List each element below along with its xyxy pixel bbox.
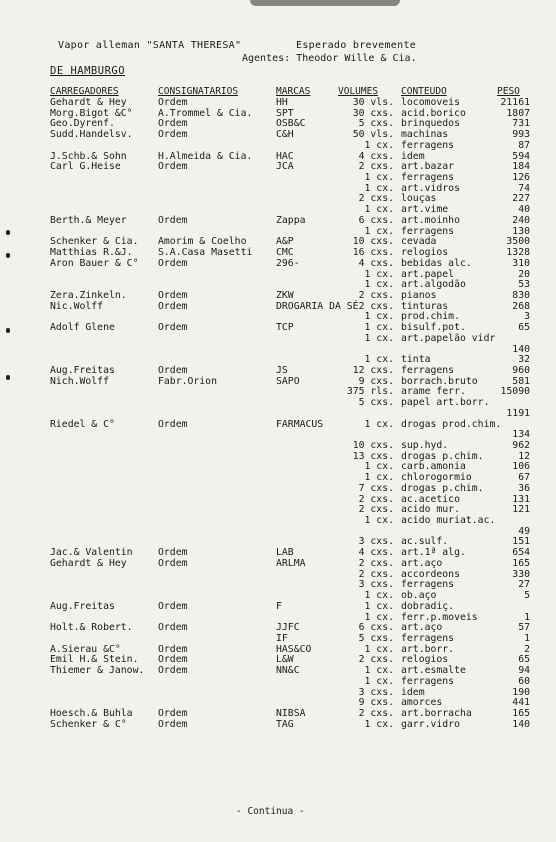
- cell-peso: 121: [512, 504, 530, 516]
- cell-peso: 106: [512, 461, 530, 473]
- cell-conteudo: garr.vidro: [401, 718, 460, 730]
- table-row: [0, 216, 556, 227]
- table-row: [0, 334, 556, 345]
- table-row: [0, 184, 556, 195]
- table-row: [0, 141, 556, 152]
- cell-consignatario: Ordem: [158, 643, 188, 655]
- table-row: [0, 495, 556, 506]
- cell-carregador: Aug.Freitas: [50, 364, 115, 376]
- cell-marca: CMC: [276, 247, 294, 259]
- cell-marca: 296-: [276, 257, 300, 269]
- cell-volumes: 1 cx.: [364, 172, 394, 184]
- cell-peso: 151: [512, 536, 530, 548]
- cell-volumes: 1 cx.: [364, 182, 394, 194]
- cell-carregador: Hoesch.& Buhla: [50, 707, 133, 719]
- cell-conteudo: art.papel: [401, 268, 455, 280]
- header-volumes: VOLUMES: [338, 86, 379, 97]
- cell-volumes: 1 cx.: [364, 311, 394, 323]
- cell-carregador: Holt.& Robert.: [50, 622, 133, 634]
- cell-peso: 130: [512, 225, 530, 237]
- cell-peso: 60: [518, 675, 530, 687]
- cell-peso: 227: [512, 193, 530, 205]
- section-title: DE HAMBURGO: [50, 65, 126, 77]
- cell-marca: JS: [276, 364, 288, 376]
- cell-peso: 240: [512, 214, 530, 226]
- cell-conteudo: ferragens: [401, 675, 455, 687]
- cell-carregador: Emil H.& Stein.: [50, 654, 139, 666]
- cell-conteudo: ferragens: [401, 579, 455, 591]
- cell-marca: TCP: [276, 322, 294, 334]
- cell-peso: 594: [512, 150, 530, 162]
- cell-conteudo: drogas p.chim.: [401, 482, 484, 494]
- cell-marca: LAB: [276, 547, 294, 559]
- cell-volumes: 3 cxs.: [358, 579, 394, 591]
- cell-consignatario: Amorim & Coelho: [158, 236, 247, 248]
- cell-volumes: 12 cxs.: [352, 364, 394, 376]
- cell-carregador: Nich.Wolff: [50, 375, 109, 387]
- cell-carregador: Schenker & C°: [50, 718, 127, 730]
- header-conteudo: CONTEUDO: [401, 86, 447, 97]
- cell-peso: 65: [518, 322, 530, 334]
- cell-carregador: Gehardt & Hey: [50, 557, 127, 569]
- table-row: [0, 409, 556, 420]
- ship-name: Vapor alleman "SANTA THERESA": [58, 40, 242, 51]
- cell-peso: 74: [518, 182, 530, 194]
- cell-conteudo: ferragens: [401, 632, 455, 644]
- cell-conteudo: art.vidros: [401, 182, 460, 194]
- cell-marca: OSB&C: [276, 118, 306, 130]
- cell-peso: 126: [512, 172, 530, 184]
- cell-volumes: 2 cxs.: [358, 568, 394, 580]
- cell-consignatario: Ordem: [158, 418, 188, 430]
- cell-volumes: 9 cxs.: [358, 697, 394, 709]
- cell-consignatario: Ordem: [158, 97, 188, 108]
- cell-marca: JJFC: [276, 622, 300, 634]
- cell-consignatario: Ordem: [158, 289, 188, 301]
- cell-conteudo: ac.acetico: [401, 493, 460, 505]
- cell-volumes: 2 cxs.: [358, 161, 394, 173]
- cell-marca: NN&C: [276, 665, 300, 677]
- cell-volumes: 2 cxs.: [358, 193, 394, 205]
- cell-peso: 960: [512, 364, 530, 376]
- cell-peso: 27: [518, 579, 530, 591]
- cell-carregador: Aug.Freitas: [50, 600, 115, 612]
- cell-conteudo: drogas p.chim.: [401, 450, 484, 462]
- cell-volumes: 1 cx.: [364, 515, 394, 527]
- cell-conteudo: louças: [401, 193, 437, 205]
- cell-peso: 830: [512, 289, 530, 301]
- header-consignatarios: CONSIGNATARIOS: [158, 86, 239, 97]
- cell-volumes: 7 cxs.: [358, 482, 394, 494]
- cell-peso: 993: [512, 129, 530, 141]
- table-row: [0, 259, 556, 270]
- cell-consignatario: A.Trommel & Cia.: [158, 107, 253, 119]
- cell-conteudo: bisulf.pot.: [401, 322, 466, 334]
- cell-peso: 268: [512, 300, 530, 312]
- cell-consignatario: Fabr.Orion: [158, 375, 217, 387]
- cell-conteudo: borrach.bruto: [401, 375, 478, 387]
- cell-conteudo: dobradiç.: [401, 600, 455, 612]
- cell-peso: 15090: [500, 386, 530, 398]
- cell-conteudo: acido mur.: [401, 504, 460, 516]
- cell-marca: HH: [276, 97, 288, 108]
- cell-peso: 65: [518, 654, 530, 666]
- cell-volumes: 1 cx.: [364, 354, 394, 366]
- cell-conteudo: carb.amonia: [401, 461, 466, 473]
- cell-volumes: 30 cxs.: [352, 107, 394, 119]
- cell-marca: SPT: [276, 107, 294, 119]
- cell-consignatario: S.A.Casa Masetti: [158, 247, 253, 259]
- cell-conteudo: drogas prod.chim.: [401, 418, 502, 430]
- cell-carregador: Jac.& Valentin: [50, 547, 133, 559]
- header-line-1: [58, 40, 417, 51]
- cell-peso: 654: [512, 547, 530, 559]
- cell-volumes: 2 cxs.: [358, 557, 394, 569]
- table-row: [0, 302, 556, 313]
- cell-peso: 1: [524, 611, 530, 623]
- cell-consignatario: Ordem: [158, 547, 188, 559]
- cell-marca: A&P: [276, 236, 294, 248]
- cell-volumes: 16 cxs.: [352, 247, 394, 259]
- table-row: [0, 270, 556, 281]
- cell-conteudo: ferragens: [401, 364, 455, 376]
- cell-conteudo: locomoveis: [401, 97, 460, 108]
- header-carregadores: CARREGADORES: [50, 86, 119, 97]
- cell-carregador: Sudd.Handelsv.: [50, 129, 133, 141]
- cell-volumes: 1 cx.: [364, 332, 394, 344]
- cell-volumes: 9 cxs.: [358, 375, 394, 387]
- table-row: [0, 580, 556, 591]
- cell-volumes: 1 cx.: [364, 643, 394, 655]
- cell-volumes: 4 cxs.: [358, 257, 394, 269]
- cell-peso: 131: [512, 493, 530, 505]
- cell-volumes: 1 cx.: [364, 611, 394, 623]
- cell-volumes: 10 cxs.: [352, 236, 394, 248]
- cell-volumes: 10 cxs.: [352, 440, 394, 451]
- cell-peso: 310: [512, 257, 530, 269]
- cell-conteudo: art.1ª alg.: [401, 547, 466, 559]
- cell-peso: 140: [512, 343, 530, 355]
- cell-conteudo: art.aço: [401, 622, 443, 634]
- cell-peso: 5: [524, 590, 530, 602]
- cell-volumes: 2 cxs.: [358, 289, 394, 301]
- cell-volumes: 1 cx.: [364, 590, 394, 602]
- cell-peso: 190: [512, 686, 530, 698]
- table-row: [0, 173, 556, 184]
- cell-volumes: 50 vls.: [352, 129, 394, 141]
- cell-carregador: Schenker & Cia.: [50, 236, 139, 248]
- cell-peso: 962: [512, 440, 530, 451]
- cell-marca: NIBSA: [276, 707, 306, 719]
- table-row: [0, 345, 556, 356]
- cell-conteudo: machinas: [401, 129, 449, 141]
- arrival-status: Esperado brevemente: [296, 40, 417, 51]
- cell-marca: Zappa: [276, 214, 306, 226]
- cell-conteudo: art.bazar: [401, 161, 455, 173]
- cell-conteudo: art.borr.: [401, 643, 455, 655]
- table-row: [0, 527, 556, 538]
- cell-consignatario: Ordem: [158, 364, 188, 376]
- cell-volumes: 1 cx.: [364, 461, 394, 473]
- cell-conteudo: acido muriat.ac.: [401, 515, 496, 527]
- cell-peso: 40: [518, 204, 530, 216]
- cell-conteudo: ferragens: [401, 225, 455, 237]
- cell-consignatario: Ordem: [158, 665, 188, 677]
- cell-marca: FARMACUS: [276, 418, 324, 430]
- table-row: [0, 570, 556, 581]
- cell-conteudo: arame ferr.: [401, 386, 466, 398]
- cell-conteudo: accordeons: [401, 568, 460, 580]
- cell-peso: 2: [524, 643, 530, 655]
- cell-peso: 57: [518, 622, 530, 634]
- cell-conteudo: prod.chim.: [401, 311, 460, 323]
- table-row: [0, 602, 556, 613]
- table-row: [0, 462, 556, 473]
- cell-peso: 20: [518, 268, 530, 280]
- cell-consignatario: Ordem: [158, 622, 188, 634]
- cell-marca: ZKW: [276, 289, 294, 301]
- cell-peso: 165: [512, 707, 530, 719]
- cell-carregador: Riedel & C°: [50, 418, 115, 430]
- cell-conteudo: art.vime: [401, 204, 449, 216]
- cell-consignatario: Ordem: [158, 707, 188, 719]
- cell-marca: JCA: [276, 161, 294, 173]
- cell-volumes: 375 rls.: [346, 386, 394, 398]
- cell-marca: HAS&CO: [276, 643, 312, 655]
- cell-peso: 134: [512, 429, 530, 441]
- table-row: [0, 377, 556, 388]
- cell-conteudo: ferragens: [401, 139, 455, 151]
- cell-peso: 581: [512, 375, 530, 387]
- cell-conteudo: idem: [401, 150, 425, 162]
- cell-carregador: Adolf Glene: [50, 322, 115, 334]
- cell-volumes: 2 cxs.: [358, 654, 394, 666]
- cell-peso: 3: [524, 311, 530, 323]
- cell-peso: 1328: [506, 247, 530, 259]
- cell-marca: SAPO: [276, 375, 300, 387]
- cell-peso: 441: [512, 697, 530, 709]
- table-row: [0, 720, 556, 731]
- scan-artifact: [250, 0, 400, 6]
- cell-carregador: Berth.& Meyer: [50, 214, 127, 226]
- cell-volumes: 2 cxs.: [358, 300, 394, 312]
- cell-marca: IF: [276, 632, 288, 644]
- cell-consignatario: Ordem: [158, 322, 188, 334]
- cell-volumes: 2 cxs.: [358, 493, 394, 505]
- cell-conteudo: ferragens: [401, 172, 455, 184]
- cell-volumes: 1 cx.: [364, 322, 394, 334]
- cell-marca: DROGARIA DA SÉ: [276, 300, 359, 312]
- cell-peso: 165: [512, 557, 530, 569]
- cell-peso: 1191: [506, 407, 530, 419]
- table-row: [0, 484, 556, 495]
- cell-consignatario: Ordem: [158, 161, 188, 173]
- cell-conteudo: acid.borico: [401, 107, 466, 119]
- cell-conteudo: amorces: [401, 697, 443, 709]
- cell-volumes: 1 cx.: [364, 204, 394, 216]
- continues-note: - Continua -: [236, 806, 305, 817]
- cell-consignatario: H.Almeida & Cia.: [158, 150, 253, 162]
- table-row: [0, 516, 556, 527]
- cell-peso: 12: [518, 450, 530, 462]
- cell-conteudo: relogios: [401, 654, 449, 666]
- cell-volumes: 1 cx.: [364, 600, 394, 612]
- cell-volumes: 3 cxs.: [358, 536, 394, 548]
- cell-volumes: 1 cx.: [364, 279, 394, 291]
- cell-volumes: 1 cx.: [364, 675, 394, 687]
- cell-conteudo: tinta: [401, 354, 431, 366]
- cell-volumes: 2 cxs.: [358, 504, 394, 516]
- cell-consignatario: Ordem: [158, 214, 188, 226]
- cell-volumes: 1 cx.: [364, 718, 394, 730]
- table-row: [0, 130, 556, 141]
- cell-peso: 184: [512, 161, 530, 173]
- table-row: [0, 420, 556, 431]
- cell-carregador: Morg.Bigot &C°: [50, 107, 133, 119]
- cell-peso: 1807: [506, 107, 530, 119]
- table-row: [0, 194, 556, 205]
- cell-volumes: 6 cxs.: [358, 622, 394, 634]
- cell-peso: 1: [524, 632, 530, 644]
- cell-consignatario: Ordem: [158, 654, 188, 666]
- cell-conteudo: art.moinho: [401, 214, 460, 226]
- cell-conteudo: pianos: [401, 289, 437, 301]
- cell-marca: F: [276, 600, 282, 612]
- cell-peso: 32: [518, 354, 530, 366]
- cell-consignatario: Ordem: [158, 118, 188, 130]
- cell-carregador: Gehardt & Hey: [50, 97, 127, 108]
- cell-peso: 67: [518, 472, 530, 484]
- cell-conteudo: ob.aço: [401, 590, 437, 602]
- cell-consignatario: Ordem: [158, 129, 188, 141]
- cell-peso: 140: [512, 718, 530, 730]
- cell-peso: 87: [518, 139, 530, 151]
- cell-carregador: Aron Bauer & C°: [50, 257, 139, 269]
- cell-consignatario: Ordem: [158, 257, 188, 269]
- cell-conteudo: idem: [401, 686, 425, 698]
- cell-conteudo: sup.hyd.: [401, 440, 449, 451]
- cell-peso: 49: [518, 525, 530, 537]
- cell-conteudo: brinquedos: [401, 118, 460, 130]
- cell-volumes: 13 cxs.: [352, 450, 394, 462]
- cell-volumes: 1 cx.: [364, 139, 394, 151]
- cell-marca: C&H: [276, 129, 294, 141]
- cell-carregador: Thiemer & Janow.: [50, 665, 145, 677]
- cell-carregador: Nic.Wolff: [50, 300, 104, 312]
- cell-volumes: 1 cx.: [364, 268, 394, 280]
- table-row: [0, 430, 556, 441]
- cell-carregador: Zera.Zinkeln.: [50, 289, 127, 301]
- cell-conteudo: papel art.borr.: [401, 397, 490, 409]
- cell-peso: 53: [518, 279, 530, 291]
- cell-volumes: 1 cx.: [364, 665, 394, 677]
- cell-peso: 330: [512, 568, 530, 580]
- cell-volumes: 4 cxs.: [358, 150, 394, 162]
- cell-carregador: Carl G.Heise: [50, 161, 121, 173]
- cell-marca: ARLMA: [276, 557, 306, 569]
- cell-peso: 731: [512, 118, 530, 130]
- cell-volumes: 3 cxs.: [358, 686, 394, 698]
- cell-volumes: 5 cxs.: [358, 397, 394, 409]
- manifest-table: [0, 98, 556, 730]
- cell-conteudo: art.aço: [401, 557, 443, 569]
- cell-volumes: 2 cxs.: [358, 707, 394, 719]
- cell-consignatario: Ordem: [158, 557, 188, 569]
- header-peso: PESO: [497, 86, 520, 97]
- cell-peso: 36: [518, 482, 530, 494]
- cell-marca: L&W: [276, 654, 294, 666]
- cell-volumes: 4 cxs.: [358, 547, 394, 559]
- cell-peso: 21161: [500, 97, 530, 108]
- cell-marca: TAG: [276, 718, 294, 730]
- cell-volumes: 6 cxs.: [358, 214, 394, 226]
- cell-peso: 3500: [506, 236, 530, 248]
- cell-consignatario: Ordem: [158, 718, 188, 730]
- table-row: [0, 398, 556, 409]
- table-row: [0, 688, 556, 699]
- cell-volumes: 1 cx.: [364, 418, 394, 430]
- cell-conteudo: art.papelão vidr: [401, 332, 496, 344]
- cell-marca: HAC: [276, 150, 294, 162]
- cell-volumes: 1 cx.: [364, 225, 394, 237]
- cell-volumes: 30 vls.: [352, 97, 394, 108]
- table-row: [0, 666, 556, 677]
- cell-conteudo: ferr.p.moveis: [401, 611, 478, 623]
- table-row: [0, 452, 556, 463]
- agents-line: Agentes: Theodor Wille & Cia.: [242, 53, 417, 64]
- header-marcas: MARCAS: [276, 86, 311, 97]
- cell-conteudo: cevada: [401, 236, 437, 248]
- cell-carregador: Matthias R.&J.: [50, 247, 133, 259]
- cell-conteudo: ac.sulf.: [401, 536, 449, 548]
- table-row: [0, 162, 556, 173]
- cell-volumes: 1 cx.: [364, 472, 394, 484]
- cell-conteudo: chlorogormio: [401, 472, 472, 484]
- cell-volumes: 5 cxs.: [358, 632, 394, 644]
- cell-conteudo: bebidas alc.: [401, 257, 472, 269]
- cell-conteudo: tinturas: [401, 300, 449, 312]
- cell-conteudo: relogios: [401, 247, 449, 259]
- cell-carregador: Geo.Dyrenf.: [50, 118, 115, 130]
- cell-conteudo: art.borracha: [401, 707, 472, 719]
- cell-conteudo: art.esmalte: [401, 665, 466, 677]
- cell-peso: 94: [518, 665, 530, 677]
- table-row: [0, 677, 556, 688]
- cell-consignatario: Ordem: [158, 300, 188, 312]
- cell-consignatario: Ordem: [158, 600, 188, 612]
- cell-carregador: J.Schb.& Sohn: [50, 150, 127, 162]
- table-row: [0, 559, 556, 570]
- cell-carregador: A.Sierau &C°: [50, 643, 121, 655]
- cell-conteudo: art.algodão: [401, 279, 466, 291]
- cell-volumes: 5 cxs.: [358, 118, 394, 130]
